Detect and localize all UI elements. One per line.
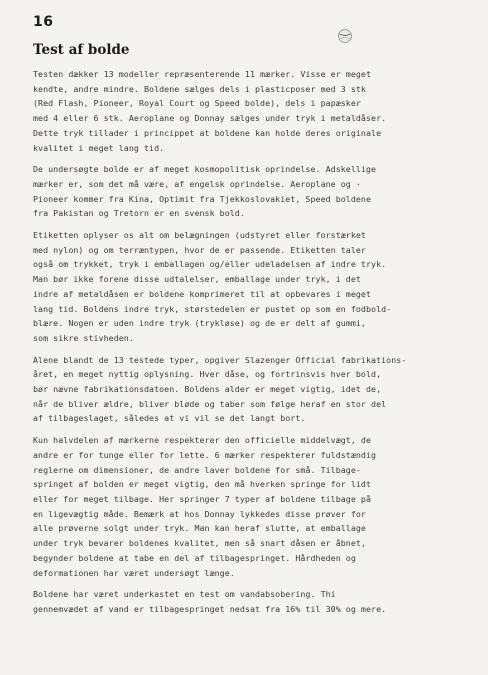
text-line: som sikre stivheden. — [33, 332, 134, 343]
section-title: Test af bolde — [33, 42, 130, 58]
paragraph — [33, 587, 481, 616]
text-line: eller for meget tilbage. Her springer 7 typer af boldene tilbage på — [33, 493, 372, 504]
text-line: Pioneer kommer fra Kina, Optimit fra Tjekkoslovakiet, Speed boldene — [33, 193, 372, 204]
text-line: reglerne om dimensioner, de andre laver boldene for små. Tilbage- — [33, 464, 361, 475]
text-line: kvalitet i meget lang tid. — [33, 142, 165, 153]
text-line: med 4 eller 6 stk. Aeroplane og Donnay sælges under tryk i metaldåser. — [33, 113, 387, 124]
text-line: indre af metaldåsen er boldene komprimeret til at opbevares i meget — [33, 288, 372, 299]
text-line: mærker er, som det må være, af engelsk oprindelse. Aeroplane og · — [33, 178, 361, 189]
text-line: Dette tryk tillader i princippet at boldene kan holde deres originale — [33, 127, 382, 138]
text-line: Alene blandt de 13 testede typer, opgiver Slazenger Official fabrikations- — [33, 354, 407, 365]
text-line: med nylon) og om terræntypen, hvor de er passende. Etiketten taler — [33, 244, 366, 255]
text-line: Etiketten oplyser os alt om belægningen (udstyret eller forstærket — [33, 230, 366, 241]
text-line: blære. Nogen er uden indre tryk (trykløse) og de er delt af gummi, — [33, 318, 366, 329]
text-line: andre er for tunge eller for lette. 6 mærker respekterer fuldstændig — [33, 449, 377, 460]
text-line: året, en meget nyttig oplysning. Hver dåse, og fortrinsvis hver bold, — [33, 369, 382, 380]
paragraph — [33, 67, 481, 155]
page-number: 16 — [33, 14, 54, 30]
text-line: når de bliver ældre, bliver bløde og taber som følge heraf en stor del — [33, 398, 387, 409]
paragraph — [33, 162, 481, 221]
text-line: Kun halvdelen af mærkerne respekterer den officielle middelvægt, de — [33, 435, 372, 446]
text-line: bør nævne fabrikationsdatoen. Boldens alder er meget vigtig, idet de, — [33, 384, 382, 395]
paragraph — [33, 228, 481, 346]
text-line: Testen dækker 13 modeller repræsenterende 11 mærker. Visse er meget — [33, 69, 372, 79]
text-line: lang tid. Boldens indre tryk, størstedelen er pustet op som en fodbold- — [33, 303, 392, 314]
text-line: Boldene har været underkastet en test om vandabsobering. Thi — [33, 589, 336, 600]
text-line: De undersøgte bolde er af meget kosmopolitisk oprindelse. Adskellige — [33, 164, 377, 175]
article-body — [33, 67, 481, 624]
text-line: af tilbageslaget, således at vi vil se det langt bort. — [33, 413, 306, 424]
paragraph — [33, 353, 481, 427]
text-line: under tryk bevarer boldenes kvalitet, men så snart dåsen er åbnet, — [33, 538, 366, 549]
text-line: fra Pakistan og Tretorn er en svensk bold. — [33, 208, 245, 219]
tennis-ball-mark-icon — [337, 28, 353, 44]
text-line: springet af bolden er meget vigtig, den må hverken springe for lidt — [33, 479, 372, 490]
text-line: en ligevægtig måde. Bemærk at hos Donnay lykkedes disse prøver for — [33, 508, 366, 519]
text-line: alle prøverne solgt under tryk. Man kan heraf slutte, at emballage — [33, 523, 366, 534]
text-line: gennemvædet af vand er tilbagespringet nedsat fra 16% til 30% og mere. — [33, 603, 387, 614]
paragraph — [33, 433, 481, 580]
text-line: begynder boldene at tabe en del af tilbagespringet. Hårdheden og — [33, 552, 356, 563]
text-line: også om trykket, tryk i emballagen og/eller udeladelsen af indre tryk. — [33, 259, 387, 270]
text-line: kendte, andre mindre. Boldene sælges dels i plasticposer med 3 stk — [33, 83, 366, 94]
text-line: (Red Flash, Pioneer, Royal Court og Speed bolde), dels i papæsker — [33, 98, 361, 109]
text-line: Man bør ikke forene disse udtalelser, emballage under tryk, i det — [33, 274, 361, 285]
text-line: deformationen har været undersøgt længe. — [33, 567, 235, 578]
